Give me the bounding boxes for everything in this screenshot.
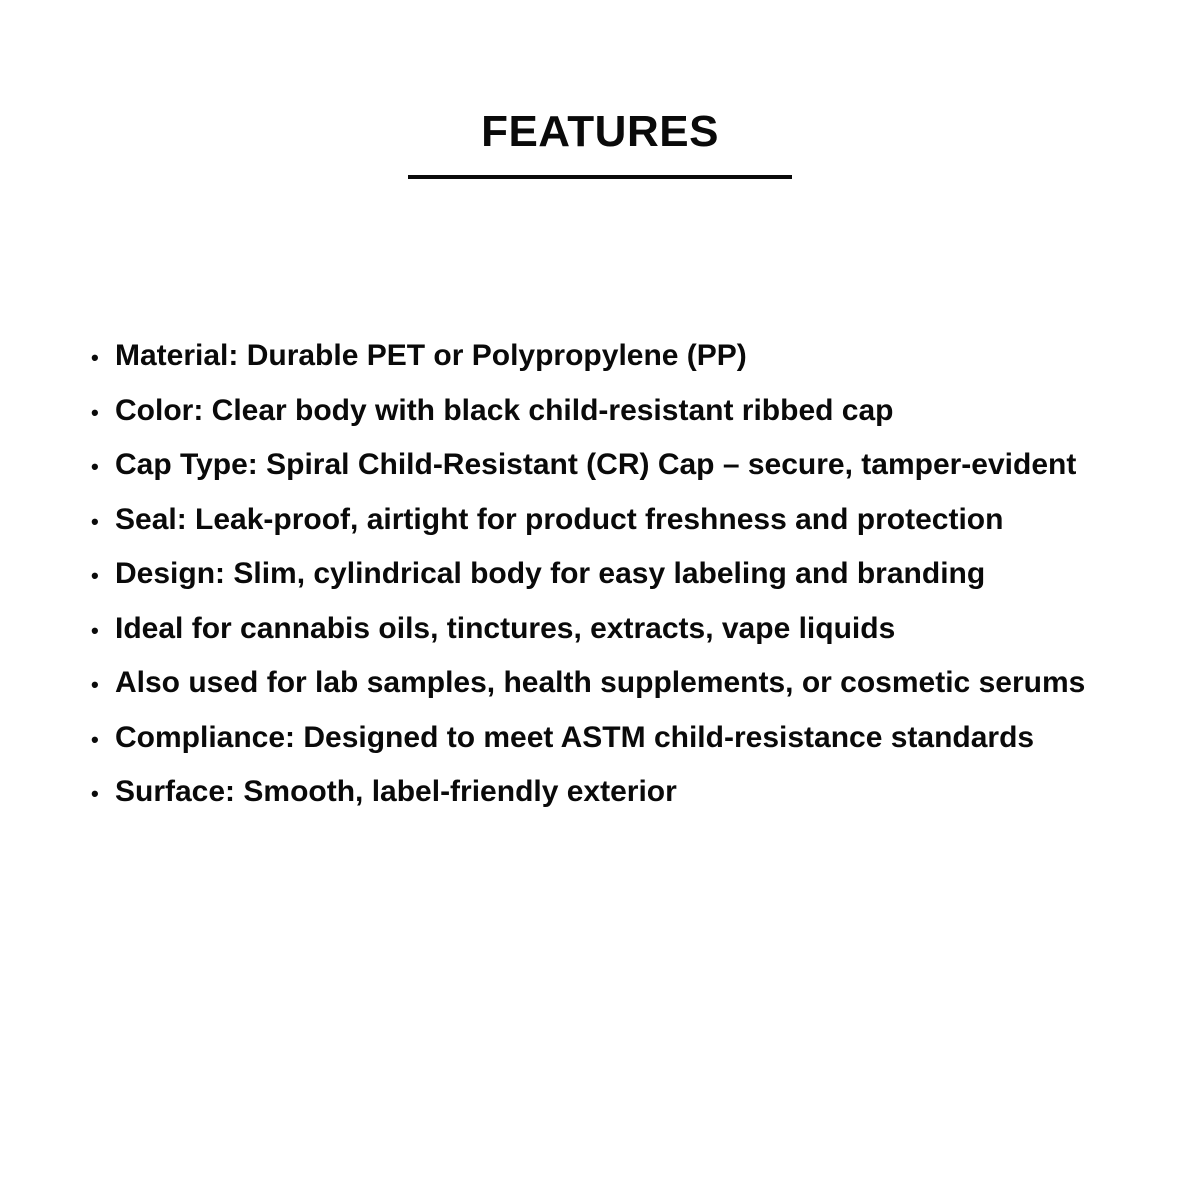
page-title: FEATURES (481, 107, 719, 156)
feature-item (86, 329, 1136, 384)
feature-text: Seal: Leak-proof, airtight for product freshness and protection (115, 502, 1004, 536)
bullet-icon: • (91, 508, 99, 534)
features-list (86, 329, 1136, 820)
title-container (0, 108, 1200, 156)
feature-item (86, 711, 1136, 766)
feature-item (86, 765, 1136, 820)
feature-item (86, 602, 1136, 657)
feature-text: Color: Clear body with black child-resistant ribbed cap (115, 393, 894, 427)
bullet-icon: • (91, 726, 99, 752)
bullet-icon: • (91, 781, 99, 806)
feature-item (86, 656, 1136, 711)
feature-text: Cap Type: Spiral Child-Resistant (CR) Cap – secure, tamper-evident (115, 448, 1077, 481)
feature-item (86, 384, 1136, 439)
feature-text: Surface: Smooth, label-friendly exterior (115, 775, 677, 808)
feature-text: Ideal for cannabis oils, tinctures, extracts, vape liquids (115, 611, 896, 645)
bullet-icon: • (91, 345, 99, 370)
bullet-icon: • (91, 563, 99, 588)
bullet-icon: • (91, 454, 99, 479)
bullet-icon: • (91, 617, 99, 643)
feature-text: Also used for lab samples, health supplements, or cosmetic serums (115, 666, 1086, 699)
feature-item (86, 493, 1136, 548)
bullet-icon: • (91, 672, 99, 697)
feature-text: Compliance: Designed to meet ASTM child-resistance standards (115, 720, 1035, 754)
feature-text: Material: Durable PET or Polypropylene (PP) (115, 339, 747, 372)
title-underline (408, 175, 792, 179)
feature-text: Design: Slim, cylindrical body for easy labeling and branding (115, 557, 986, 590)
feature-item (86, 438, 1136, 493)
bullet-icon: • (91, 399, 99, 425)
feature-item (86, 547, 1136, 602)
